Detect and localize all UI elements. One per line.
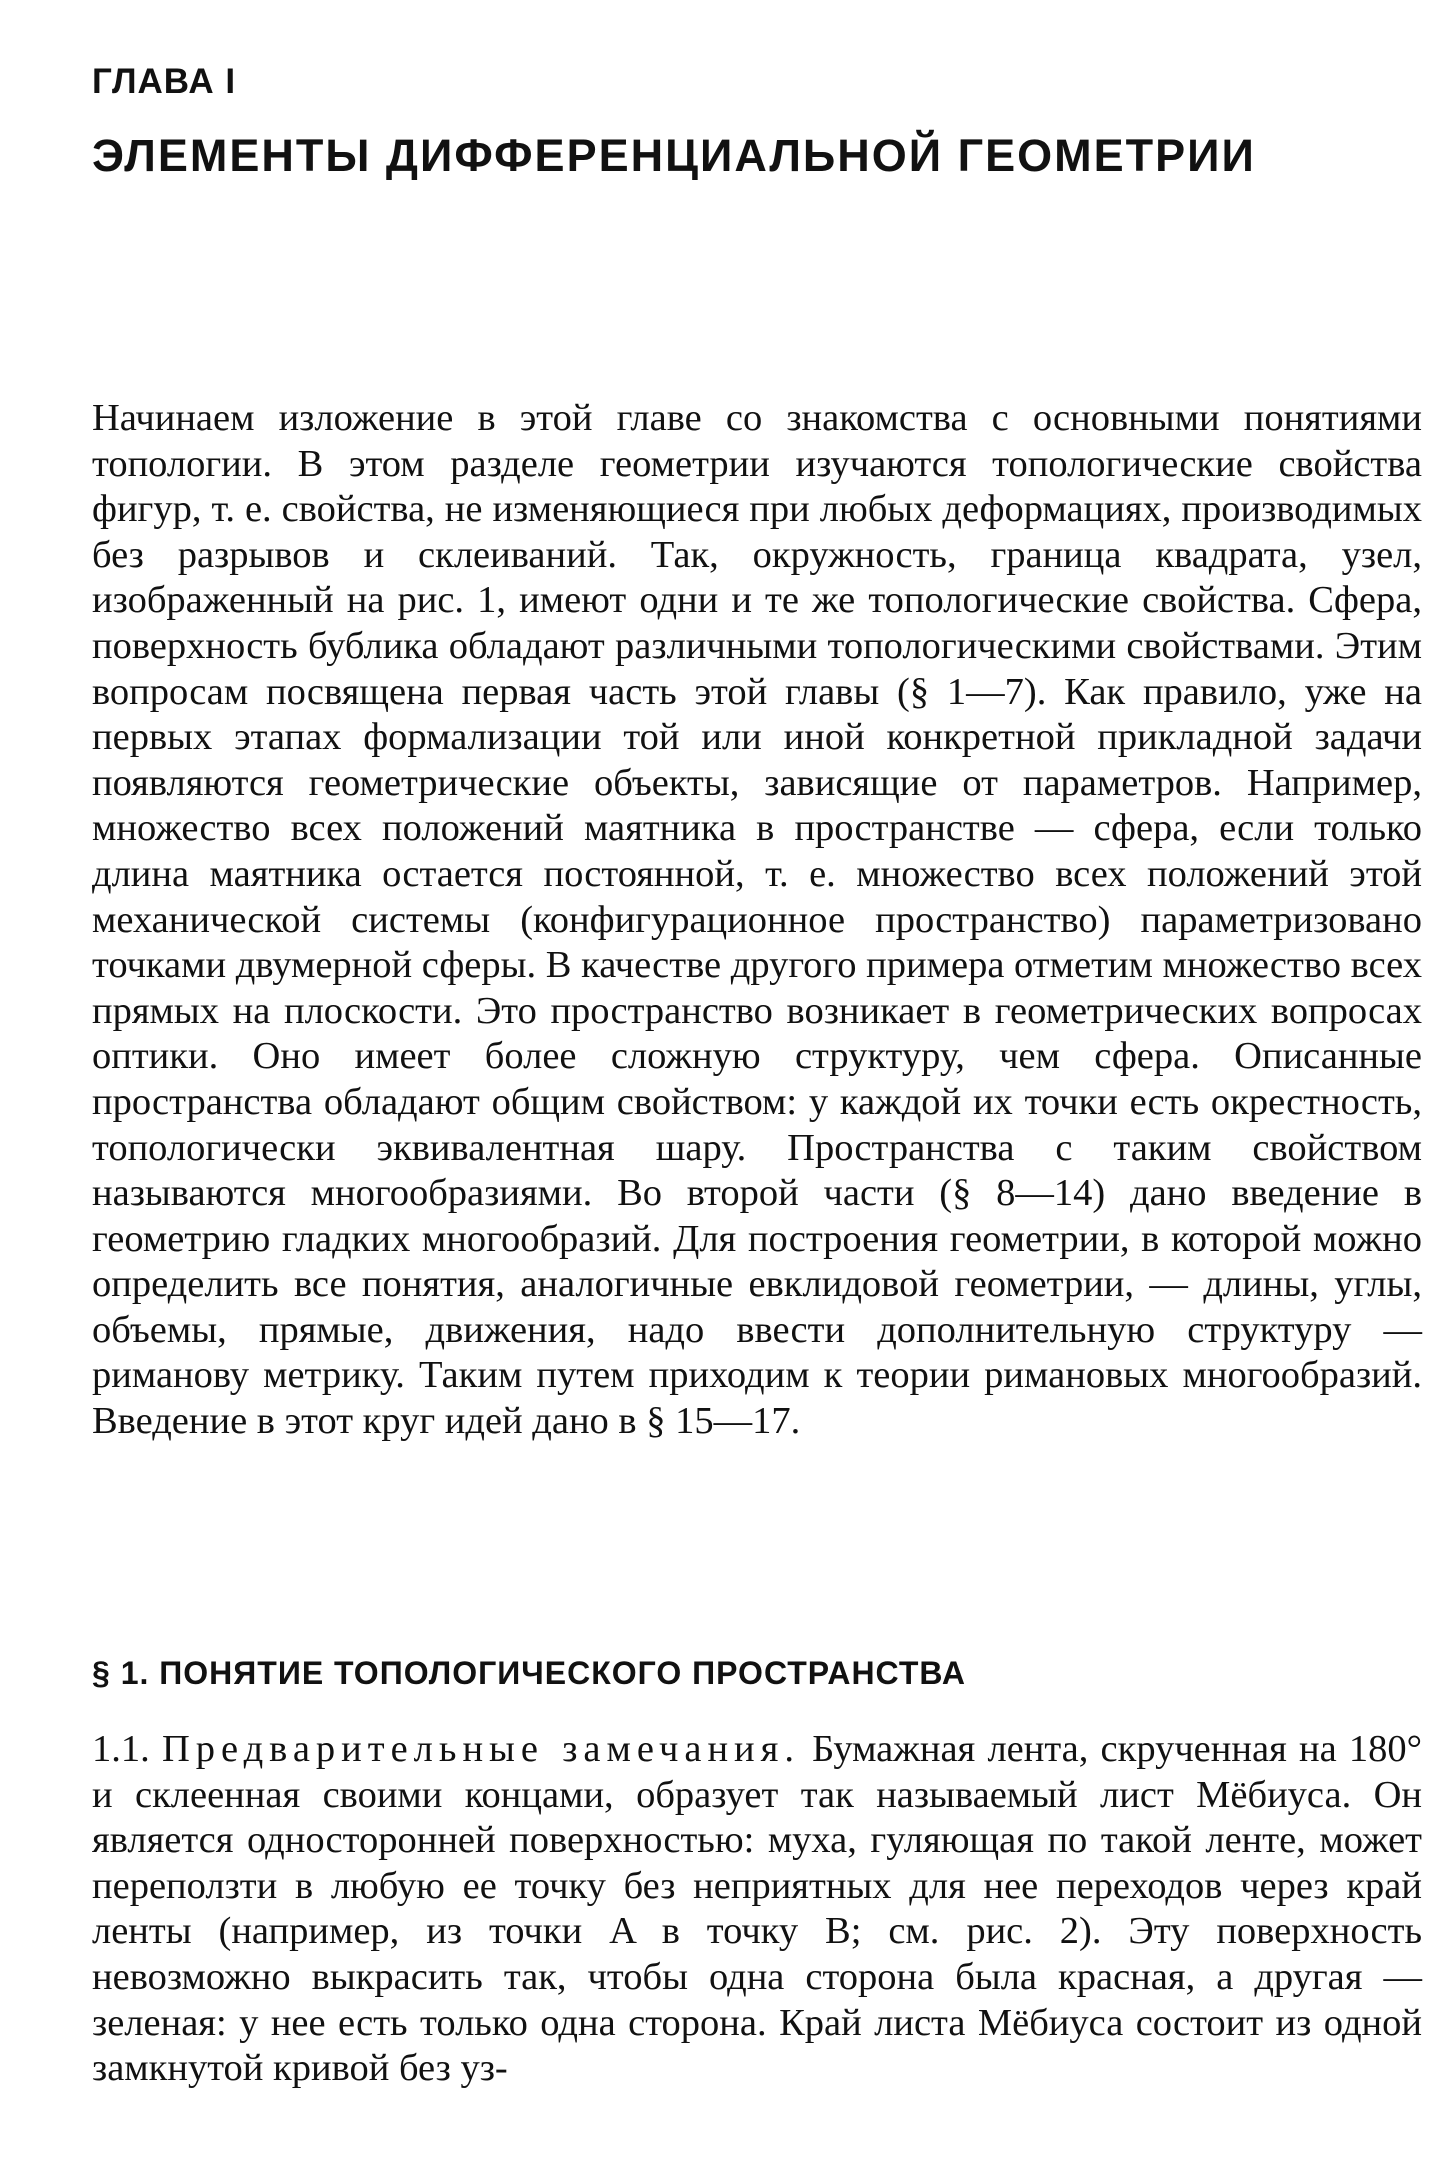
subsection-text: Бумажная лента, скрученная на 180° и склеенная своими концами, образует так называемый лист Мёбиуса. Он является односторонней поверхностью: муха, гуляющая по такой ленте, может переползти в любую ее точку без неприятных для нее переходов через край ленты (например, из точки A в точку B; см. рис. 2). Эту поверхность невозможно выкрасить так, чтобы одна сторона была красная, а другая — зеленая: у нее есть только одна сторона. Край листа Мёбиуса состоит из одной замкнутой кривой без уз- xyxy=(92,1728,1422,2090)
subsection-paragraph xyxy=(92,1727,1422,2092)
subsection-title: Предварительные замечания. xyxy=(161,1728,800,1770)
intro-paragraph: Начинаем изложение в этой главе со знакомства с основными понятиями топологии. В этом разделе геометрии изучаются топологические свойства фигур, т. е. свойства, не изменяющиеся при любых деформациях, производимых без разрывов и склеиваний. Так, окружность, граница квадрата, узел, изображенный на рис. 1, имеют одни и те же топологические свойства. Сфера, поверхность бублика обладают различными топологическими свойствами. Этим вопросам посвящена первая часть этой главы (§ 1—7). Как правило, уже на первых этапах формализации той или иной конкретной прикладной задачи появляются геометрические объекты, зависящие от параметров. Например, множество всех положений маятника в пространстве — сфера, если только длина маятника остается постоянной, т. е. множество всех положений этой механической системы (конфигурационное пространство) параметризовано точками двумерной сферы. В качестве другого примера отметим множество всех прямых на плоскости. Это пространство возникает в геометрических вопросах оптики. Оно имеет более сложную структуру, чем сфера. Описанные пространства обладают общим свойством: у каждой их точки есть окрестность, топологически эквивалентная шару. Пространства с таким свойством называются многообразиями. Во второй части (§ 8—14) дано введение в геометрию гладких многообразий. Для построения геометрии, в которой можно определить все понятия, аналогичные евклидовой геометрии, — длины, углы, объемы, прямые, движения, надо ввести дополнительную структуру — риманову метрику. Таким путем приходим к теории римановых многообразий. Введение в этот круг идей дано в § 15—17. xyxy=(92,397,1422,1443)
chapter-label: ГЛАВА I xyxy=(92,62,237,101)
chapter-title: ЭЛЕМЕНТЫ ДИФФЕРЕНЦИАЛЬНОЙ ГЕОМЕТРИИ xyxy=(92,130,1256,181)
section-heading: § 1. ПОНЯТИЕ ТОПОЛОГИЧЕСКОГО ПРОСТРАНСТВА xyxy=(92,1655,967,1691)
subsection-number: 1.1. xyxy=(92,1728,150,1770)
